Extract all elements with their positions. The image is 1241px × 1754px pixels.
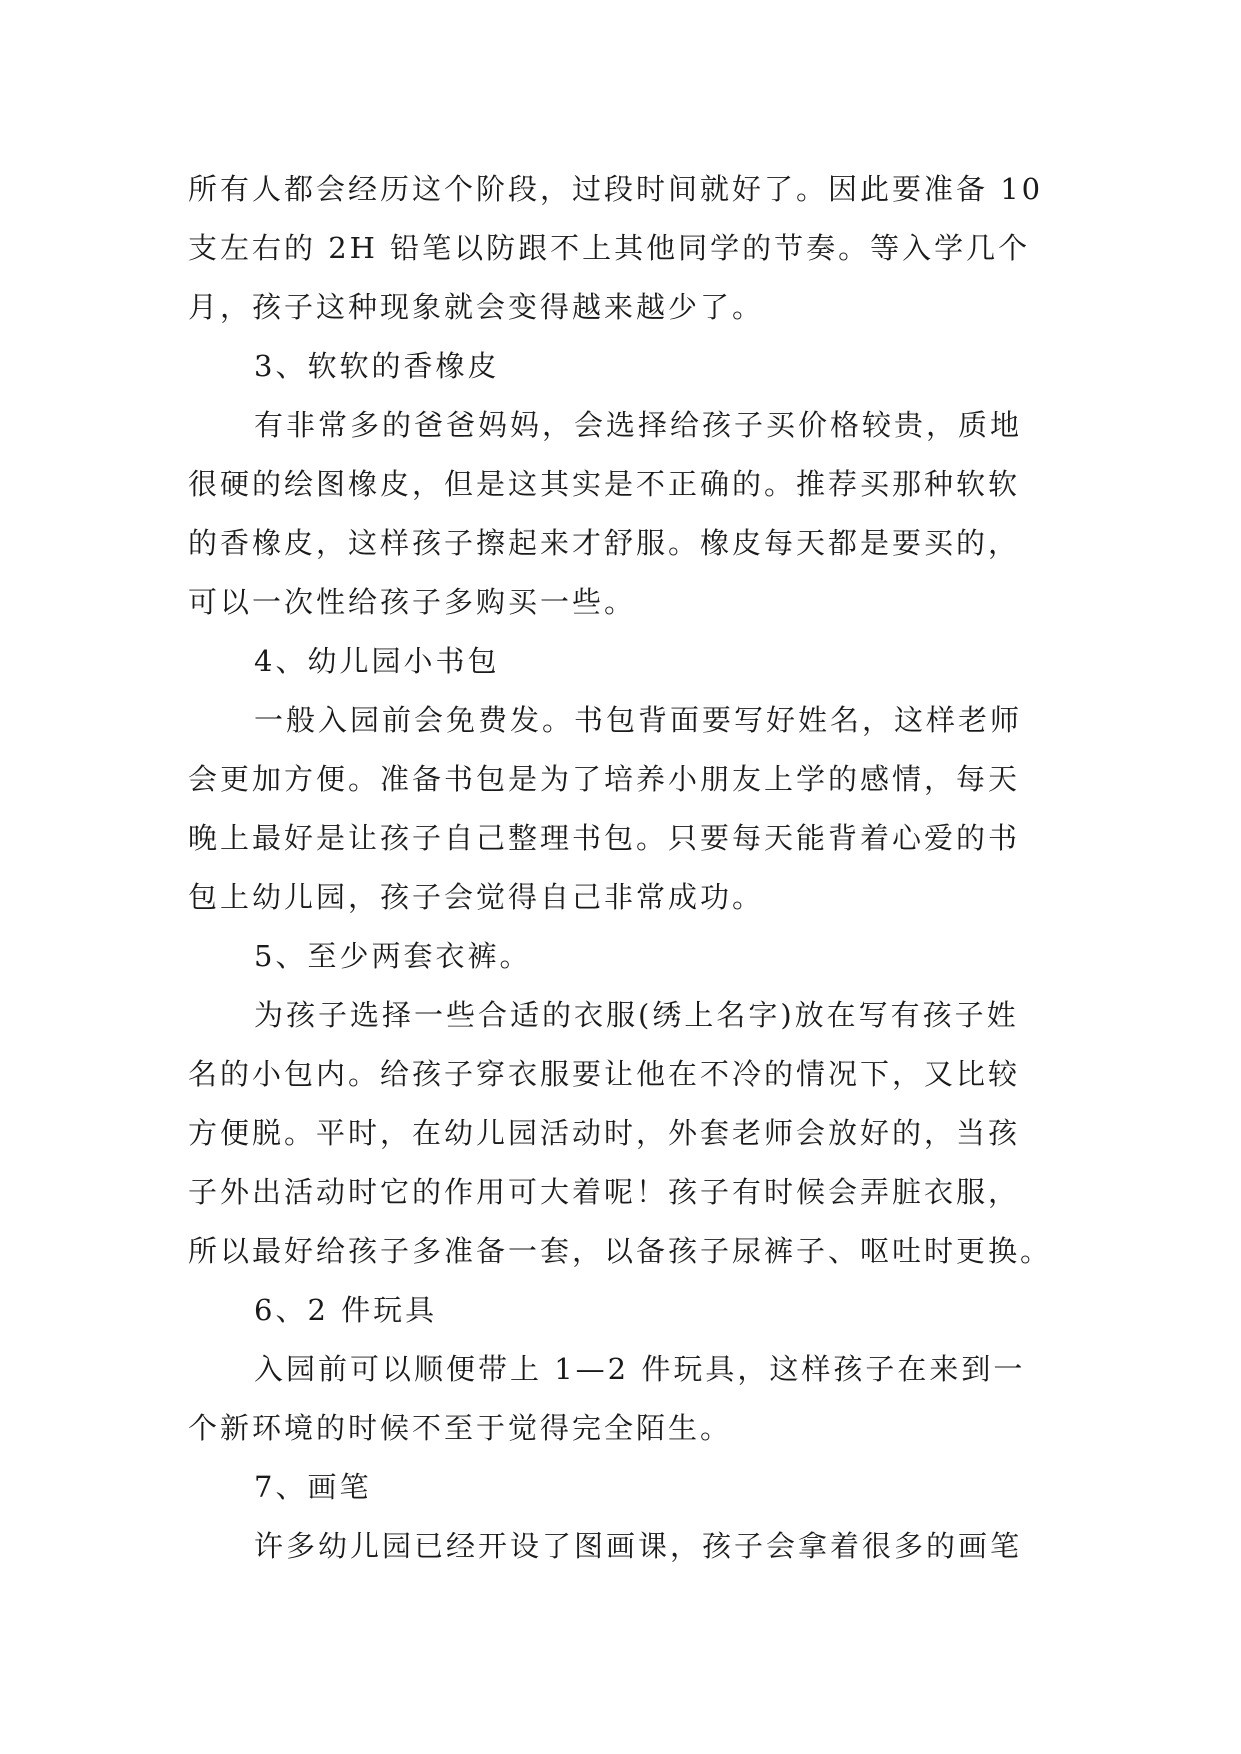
text-line: 会更加方便。准备书包是为了培养小朋友上学的感情，每天 [188,762,1021,796]
section-heading: 4、幼儿园小书包 [254,644,500,678]
text-line: 可以一次性给孩子多购买一些。 [188,585,637,619]
text-line: 很硬的绘图橡皮，但是这其实是不正确的。推荐买那种软软 [188,467,1021,501]
text-line: 方便脱。平时，在幼儿园活动时，外套老师会放好的，当孩 [188,1116,1021,1150]
text-line: 有非常多的爸爸妈妈，会选择给孩子买价格较贵，质地 [254,408,1023,442]
text-line: 入园前可以顺便带上 1—2 件玩具，这样孩子在来到一 [254,1352,1026,1386]
text-line: 的香橡皮，这样孩子擦起来才舒服。橡皮每天都是要买的， [188,526,1021,560]
text-line: 所以最好给孩子多准备一套，以备孩子尿裤子、呕吐时更换。 [188,1234,1053,1268]
text-line: 晚上最好是让孩子自己整理书包。只要每天能背着心爱的书 [188,821,1021,855]
text-line: 月，孩子这种现象就会变得越来越少了。 [188,290,765,324]
text-line: 许多幼儿园已经开设了图画课，孩子会拿着很多的画笔 [254,1529,1023,1563]
section-heading: 6、2 件玩具 [254,1293,438,1327]
text-line: 支左右的 2H 铅笔以防跟不上其他同学的节奏。等入学几个 [188,231,1031,265]
text-line: 个新环境的时候不至于觉得完全陌生。 [188,1411,733,1445]
section-heading: 7、画笔 [254,1470,372,1504]
text-line: 名的小包内。给孩子穿衣服要让他在不冷的情况下，又比较 [188,1057,1021,1091]
text-line: 所有人都会经历这个阶段，过段时间就好了。因此要准备 10 [188,172,1044,206]
text-line: 一般入园前会免费发。书包背面要写好姓名，这样老师 [254,703,1023,737]
document-page [188,160,1060,1576]
text-line: 子外出活动时它的作用可大着呢！孩子有时候会弄脏衣服， [188,1175,1021,1209]
text-line: 包上幼儿园，孩子会觉得自己非常成功。 [188,880,765,914]
section-heading: 5、至少两套衣裤。 [254,939,532,973]
text-line: 为孩子选择一些合适的衣服(绣上名字)放在写有孩子姓 [254,998,1019,1032]
section-heading: 3、软软的香橡皮 [254,349,500,383]
